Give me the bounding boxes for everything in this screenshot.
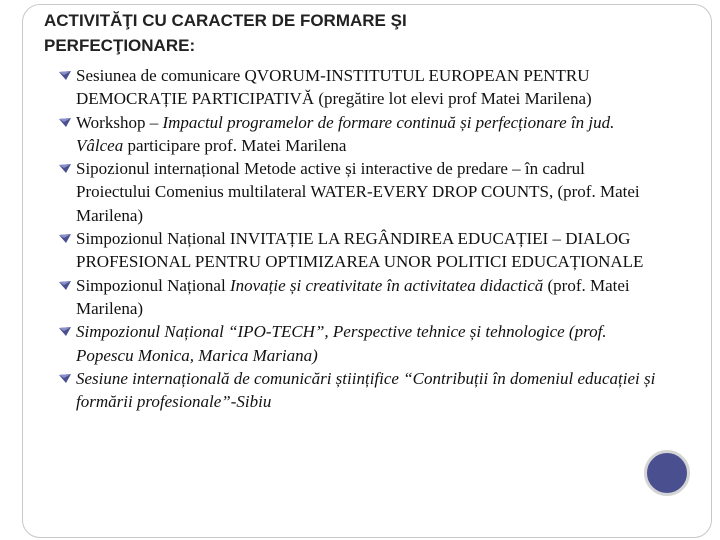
decorative-circle — [644, 450, 690, 496]
bullet-icon — [58, 326, 72, 337]
slide-title — [44, 8, 644, 58]
item-text: Impactul programelor de formare continuă și perfecționare în jud. Vâlcea — [76, 112, 615, 155]
activity-item — [58, 111, 658, 158]
item-text: Simpozionul Național “IPO-TECH”, Perspective tehnice și tehnologice (prof. Popescu Monica, Marica Mariana) — [76, 322, 607, 365]
activity-item — [58, 227, 658, 274]
bullet-icon — [58, 373, 72, 384]
bullet-icon — [58, 163, 72, 174]
item-text: Sesiune internațională de comunicări științifice “Contribuții în domeniul educației și formării profesionale”-Sibiu — [76, 368, 656, 412]
activity-item — [58, 320, 658, 367]
item-text: Sipozionul internațional Metode active și interactive de predare – în cadrul Proiectului Comenius multilateral WATER-EVERY DROP COUNTS, (prof. Matei Marilena) — [76, 159, 640, 225]
item-text: Simpozionul Național — [76, 275, 230, 295]
activity-item — [58, 274, 658, 321]
item-text: Inovație și creativitate în activitatea didactică — [229, 275, 544, 295]
bullet-icon — [58, 280, 72, 291]
bullet-icon — [58, 70, 72, 81]
bullet-icon — [58, 233, 72, 244]
item-text: (prof. Matei Marilena) — [76, 275, 630, 318]
activity-list — [58, 64, 658, 413]
item-text: Simpozionul Național INVITAȚIE LA REGÂNDIREA EDUCAȚIEI – DIALOG PROFESIONAL PENTRU OPTIMIZAREA UNOR POLITICI EDUCAȚIONALE — [76, 229, 644, 272]
activity-item — [58, 367, 658, 414]
bullet-icon — [58, 117, 72, 128]
item-text: participare prof. Matei Marilena — [123, 135, 347, 155]
title-line-1: ACTIVITĂŢI CU CARACTER DE FORMARE ŞI — [44, 11, 407, 30]
item-text: Workshop – — [76, 112, 163, 132]
title-line-2: PERFECŢIONARE: — [44, 36, 196, 55]
item-text: Sesiunea de comunicare QVORUM-INSTITUTUL EUROPEAN PENTRU DEMOCRAȚIE PARTICIPATIVĂ (pregătire lot elevi prof Matei Marilena) — [76, 66, 592, 109]
activity-item — [58, 157, 658, 227]
activity-item — [58, 64, 658, 111]
